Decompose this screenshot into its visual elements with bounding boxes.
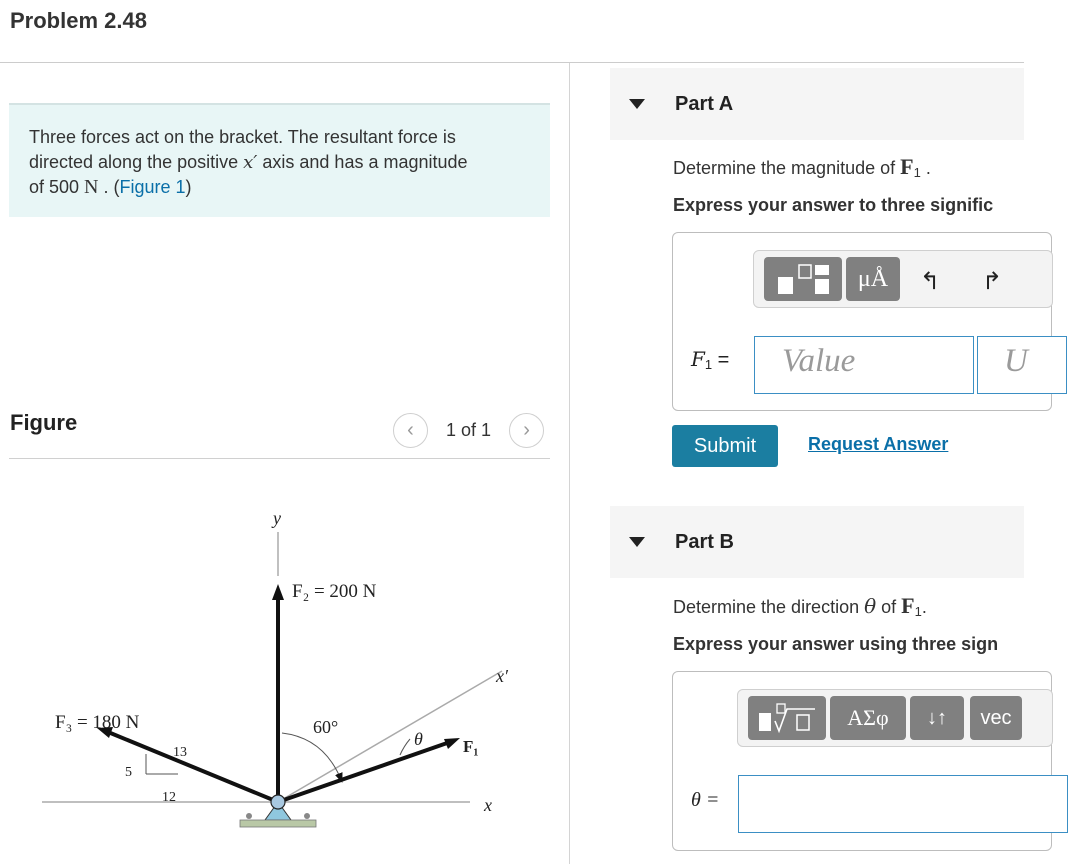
template-icon [773, 262, 833, 296]
part-b-title: Part B [675, 530, 734, 553]
chevron-right-icon[interactable]: › [509, 413, 544, 448]
x-prime-symbol: x′ [243, 152, 258, 173]
radical-template-icon [755, 701, 819, 735]
equals-sign: = [712, 349, 730, 371]
question-text: Determine the direction [673, 597, 865, 617]
question-text: Determine the magnitude of [673, 158, 901, 178]
units-input[interactable] [977, 336, 1067, 394]
part-b-toolbar [737, 689, 1053, 747]
x-prime-label: x′ [496, 666, 508, 686]
problem-text: axis and has a magnitude [257, 152, 468, 172]
force-subscript: 1 [704, 357, 713, 372]
caret-down-icon[interactable] [629, 537, 645, 547]
request-answer-link[interactable]: Request Answer [808, 434, 949, 454]
bracket-figure [0, 490, 560, 864]
undo-icon[interactable]: ↰ [920, 268, 941, 295]
question-text: . [920, 158, 931, 178]
theta-input-label: θ = [691, 789, 720, 811]
part-a-toolbar [753, 250, 1053, 308]
figure-pager [393, 412, 544, 448]
problem-line-2 [29, 150, 530, 175]
f3-label: F₃ = 180 N [55, 712, 140, 733]
problem-text: directed along the positive [29, 152, 244, 172]
slope-12-label: 12 [162, 790, 176, 805]
slope-13-label: 13 [173, 745, 187, 760]
question-text: . [921, 597, 927, 617]
problem-statement [9, 103, 550, 217]
question-text: of [876, 597, 902, 617]
problem-text: . ( [98, 177, 120, 197]
f2-arrow-head [272, 584, 284, 600]
force-symbol: F [900, 154, 914, 179]
force-subscript: 1 [913, 165, 921, 180]
part-b-question [673, 593, 927, 619]
vector-button[interactable]: vec [970, 696, 1022, 740]
y-axis-label: y [273, 508, 281, 528]
chevron-left-icon[interactable]: ‹ [393, 413, 428, 448]
template-button[interactable] [764, 257, 842, 301]
theta-symbol: θ [864, 594, 877, 618]
page-title: Problem 2.48 [10, 8, 147, 33]
subscript-superscript-button[interactable]: ↓↑ [910, 696, 964, 740]
theta-input[interactable] [738, 775, 1068, 833]
f3-arrow [108, 732, 278, 802]
part-a-instruction: Express your answer to three signific [673, 195, 994, 215]
bracket-plate [240, 820, 316, 827]
f1-input-label [691, 347, 729, 372]
newton-unit: N [84, 176, 99, 198]
column-divider [569, 63, 570, 864]
f2-label: F₂ = 200 N [292, 581, 377, 602]
part-b-answer-box [672, 671, 1052, 851]
part-b-header[interactable] [610, 506, 1024, 578]
part-a-header[interactable] [610, 68, 1024, 140]
problem-text: ) [185, 177, 192, 197]
bolt-left [246, 813, 252, 819]
theta-arc [400, 739, 410, 755]
units-placeholder: U [1004, 343, 1028, 379]
figure-link[interactable]: Figure 1 [119, 177, 186, 197]
pin-joint [271, 795, 285, 809]
problem-line-1: Three forces act on the bracket. The resultant force is [29, 127, 456, 147]
greek-symbols-button[interactable]: ΑΣφ [830, 696, 906, 740]
figure-heading: Figure [10, 410, 78, 435]
f1-arrow-head [444, 738, 460, 749]
angle-60-label: 60° [313, 717, 339, 737]
bolt-right [304, 813, 310, 819]
part-a-title: Part A [675, 92, 734, 115]
part-a-question [673, 154, 931, 180]
force-symbol: F [691, 347, 705, 371]
slope-5-label: 5 [125, 765, 132, 780]
caret-down-icon[interactable] [629, 99, 645, 109]
greek-units-button[interactable]: μÅ [846, 257, 900, 301]
problem-text: of 500 [29, 177, 85, 197]
force-symbol: F [901, 593, 915, 618]
theta-label: θ [414, 729, 423, 749]
template-button[interactable] [748, 696, 826, 740]
value-placeholder: Value [782, 343, 856, 379]
problem-line-3 [29, 175, 530, 200]
figure-divider [9, 458, 550, 459]
redo-icon[interactable]: ↱ [982, 268, 1003, 295]
x-axis-label: x [484, 795, 492, 815]
pager-label: 1 of 1 [446, 419, 492, 440]
submit-button[interactable]: Submit [672, 425, 778, 467]
force-subscript: 1 [914, 604, 922, 619]
value-input[interactable] [754, 336, 974, 394]
f1-label: F₁ [463, 737, 479, 756]
part-b-instruction: Express your answer using three sign [673, 634, 999, 654]
angle-60-arc [282, 733, 342, 782]
part-a-answer-box [672, 232, 1052, 411]
header-divider [0, 62, 1024, 63]
